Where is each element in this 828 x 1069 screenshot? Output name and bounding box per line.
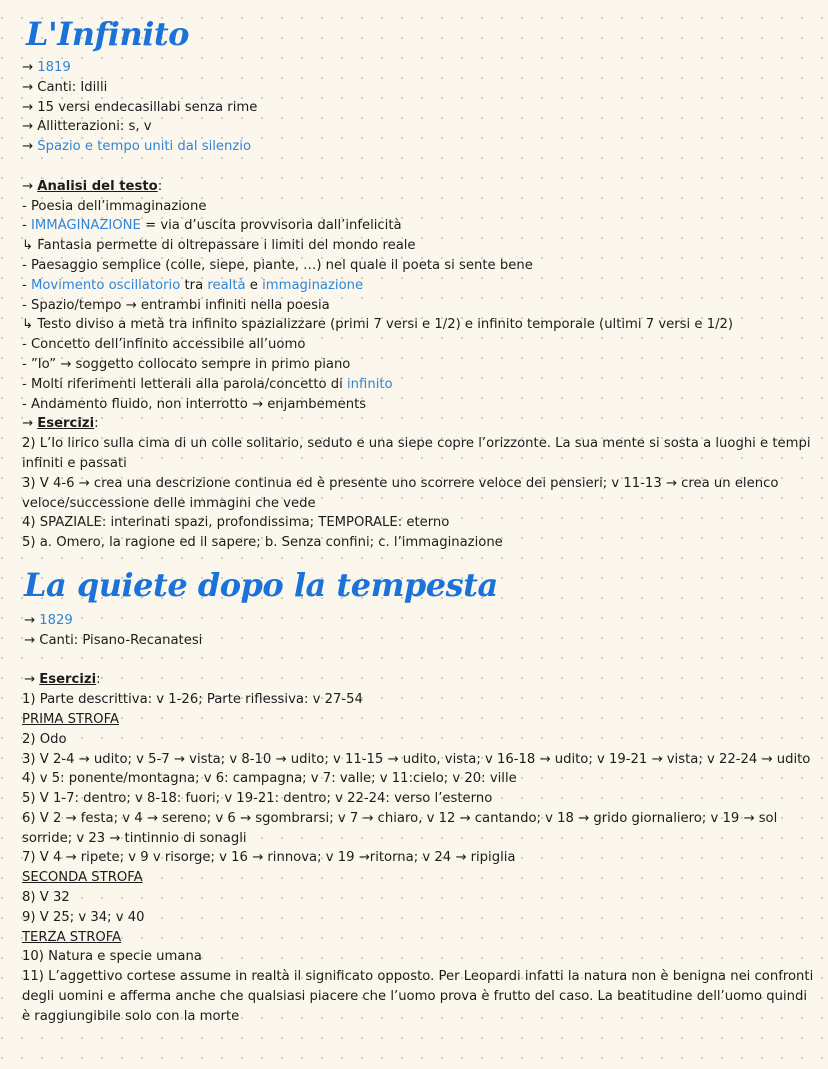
- spacer: [22, 651, 818, 671]
- exercise-item: 8) V 32: [22, 890, 70, 906]
- exercises-heading-quiete: → Esercizi:: [24, 672, 101, 688]
- exercise-item: 10) Natura e specie umana: [22, 949, 202, 965]
- exercises-list-infinito: [22, 434, 818, 553]
- strofa-heading: PRIMA STROFA: [22, 711, 119, 727]
- facts-list-infinito: [22, 58, 818, 157]
- strofa-heading: SECONDA STROFA: [22, 870, 143, 886]
- analysis-item: - Paesaggio semplice (colle, siepe, piante, …) nel quale il poeta si sente bene: [22, 257, 533, 273]
- analysis-list: [22, 197, 818, 415]
- spacer: [22, 157, 818, 177]
- fact-spazio-tempo: → Spazio e tempo uniti dal silenzio: [22, 139, 252, 155]
- exercise-item: 3) V 4-6 → crea una descrizione continua ed è presente uno scorrere veloce dei pensieri; v 11-13 → crea un elenco veloce/successione delle immagini che vede: [22, 475, 779, 511]
- analysis-item: ↳ Fantasia permette di oltrepassare i limiti del mondo reale: [22, 238, 416, 254]
- analysis-item: - Movimento oscillatorio tra realtà e immaginazione: [22, 277, 364, 293]
- fact-versi: → 15 versi endecasillabi senza rime: [22, 99, 258, 115]
- fact-year: → 1829: [24, 612, 73, 628]
- exercise-item: 3) V 2-4 → udito; v 5-7 → vista; v 8-10 → udito; v 11-15 → udito, vista; v 16-18 → udito; v 19-21 → vista; v 22-24 → udito: [22, 751, 811, 767]
- exercises-list-quiete: [22, 690, 818, 1027]
- exercise-item: 6) V 2 → festa; v 4 → sereno; v 6 → sgombrarsi; v 7 → chiaro, v 12 → cantando; v 18 → grido giornaliero; v 19 → sol sorride; v 23 → tintinnio di sonagli: [22, 810, 778, 846]
- analysis-item: - Concetto dell’infinito accessibile all’uomo: [22, 337, 306, 353]
- analysis-item: - Molti riferimenti letterali alla parola/concetto di infinito: [22, 376, 393, 392]
- fact-canti: → Canti: Pisano-Recanatesi: [24, 632, 203, 648]
- analysis-item: - Andamento fluido, non interrotto → enjambements: [22, 396, 367, 412]
- exercise-item: 2) Odo: [22, 731, 67, 747]
- exercise-item: 1) Parte descrittiva: v 1-26; Parte riflessiva: v 27-54: [22, 692, 363, 708]
- exercise-item: 9) V 25; v 34; v 40: [22, 909, 145, 925]
- exercise-item: 4) v 5: ponente/montagna; v 6: campagna; v 7: valle; v 11:cielo; v 20: ville: [22, 771, 517, 787]
- analysis-item: ↳ Testo diviso a metà tra infinito spazializzare (primi 7 versi e 1/2) e infinito temporale (ultimi 7 versi e 1/2): [22, 317, 734, 333]
- analysis-heading: → Analisi del testo:: [22, 178, 163, 194]
- fact-canti: → Canti: Idilli: [22, 79, 108, 95]
- exercise-item: 5) V 1-7: dentro; v 8-18: fuori; v 19-21: dentro; v 22-24: verso l’esterno: [22, 791, 493, 807]
- strofa-heading: TERZA STROFA: [22, 929, 122, 945]
- analysis-item: - Spazio/tempo → entrambi infiniti nella poesia: [22, 297, 330, 313]
- exercise-item: 4) SPAZIALE: interinati spazi, profondissima; TEMPORALE: eterno: [22, 515, 450, 531]
- facts-list-quiete: [22, 611, 818, 651]
- exercises-heading-infinito: → Esercizi:: [22, 416, 99, 432]
- analysis-item: - ”Io” → soggetto collocato sempre in primo piano: [22, 356, 351, 372]
- fact-allitterazioni: → Allitterazioni: s, v: [22, 119, 152, 135]
- section-title-infinito: L'Infinito: [26, 15, 189, 53]
- section-title-quiete: La quiete dopo la tempesta: [24, 565, 498, 604]
- exercise-item: 11) L’aggettivo cortese assume in realtà il significato opposto. Per Leopardi infatti la natura non è benigna nei confronti degli uomini e afferma anche che qualsiasi piacere che l’uomo prova è frutto del caso. La beatitudine dell’uomo quindi è raggiungibile solo con la morte: [22, 969, 814, 1024]
- exercise-item: 2) L’Io lirico sulla cima di un colle solitario, seduto e una siepe copre l’orizzonte. La sua mente si sosta a luoghi e tempi infiniti e passati: [22, 436, 811, 471]
- exercise-item: 7) V 4 → ripete; v 9 v risorge; v 16 → rinnova; v 19 →ritorna; v 24 → ripiglia: [22, 850, 516, 866]
- analysis-item: - IMMAGINAZIONE = via d’uscita provvisoria dall’infelicità: [22, 218, 402, 234]
- notes-page: [22, 0, 818, 1027]
- fact-year: → 1819: [22, 60, 71, 75]
- analysis-item: - Poesia dell’immaginazione: [22, 198, 207, 214]
- exercise-item: 5) a. Omero, la ragione ed il sapere; b. Senza confini; c. l’immaginazione: [22, 535, 503, 551]
